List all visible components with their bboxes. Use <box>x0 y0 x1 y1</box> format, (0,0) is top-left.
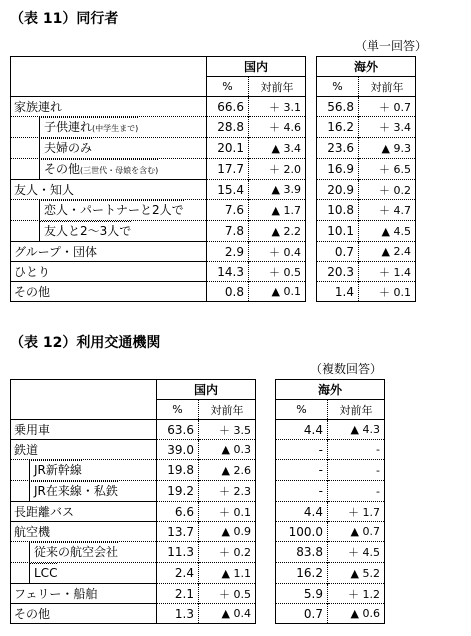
column-gap <box>256 460 276 481</box>
table12 <box>10 379 385 624</box>
cell-oy: ＋ 1.2 <box>328 584 385 604</box>
row-label <box>11 138 207 159</box>
cell-d: 13.7 <box>157 522 199 542</box>
table11-overseas-pct-header: % <box>317 77 359 97</box>
row-label <box>11 221 207 242</box>
row-label <box>11 481 157 502</box>
row-label <box>11 200 207 221</box>
row-label-text: その他 <box>44 162 81 176</box>
cell-dy: ＋ 0.1 <box>199 502 256 522</box>
row-label <box>11 117 207 138</box>
cell-d: 2.1 <box>157 584 199 604</box>
table-row <box>11 460 385 481</box>
row-label <box>11 159 207 180</box>
cell-oy: - <box>328 460 385 481</box>
cell-o: 23.6 <box>317 138 359 159</box>
cell-oy: ▲ 9.3 <box>359 138 416 159</box>
row-label <box>11 502 157 522</box>
cell-dy: ＋ 4.6 <box>249 117 306 138</box>
row-label-text: 恋人・パートナーと2人で <box>44 203 184 217</box>
row-label <box>11 242 207 262</box>
cell-d: 19.2 <box>157 481 199 502</box>
column-gap <box>306 159 317 180</box>
cell-o: 16.2 <box>276 563 328 584</box>
column-gap <box>256 563 276 584</box>
cell-o: 0.7 <box>317 242 359 262</box>
table11-overseas-yoy-header: 対前年 <box>359 77 416 97</box>
cell-oy: ＋ 3.4 <box>359 117 416 138</box>
table12-answer-type: （複数回答） <box>310 362 383 376</box>
row-label <box>11 584 157 604</box>
table12-title: （表 12）利用交通機関 <box>10 335 161 351</box>
table11-domestic-pct-header: % <box>207 77 249 97</box>
row-label <box>11 522 157 542</box>
cell-oy: - <box>328 481 385 502</box>
row-label-text: 航空機 <box>14 525 51 539</box>
cell-o: 16.2 <box>317 117 359 138</box>
table11-title: （表 11）同行者 <box>10 11 119 27</box>
cell-d: 2.9 <box>207 242 249 262</box>
cell-oy: ▲ 2.4 <box>359 242 416 262</box>
cell-oy: ▲ 5.2 <box>328 563 385 584</box>
table-row <box>11 200 416 221</box>
cell-dy: ＋ 0.2 <box>199 542 256 563</box>
table-row <box>11 584 385 604</box>
cell-d: 7.6 <box>207 200 249 221</box>
row-label <box>11 282 207 302</box>
cell-dy: ＋ 2.3 <box>199 481 256 502</box>
cell-dy: ▲ 2.6 <box>199 460 256 481</box>
cell-oy: ＋ 6.5 <box>359 159 416 180</box>
table-row <box>11 242 416 262</box>
cell-oy: ＋ 4.5 <box>328 542 385 563</box>
column-gap <box>256 604 276 624</box>
cell-d: 63.6 <box>157 420 199 440</box>
row-label-text: グループ・団体 <box>14 245 98 259</box>
cell-oy: ＋ 0.1 <box>359 282 416 302</box>
table-row <box>11 117 416 138</box>
cell-o: 83.8 <box>276 542 328 563</box>
row-label <box>11 97 207 117</box>
cell-o: 4.4 <box>276 420 328 440</box>
cell-oy: ▲ 4.5 <box>359 221 416 242</box>
row-label-text: 子供連れ <box>44 120 93 134</box>
row-label-text: フェリー・船舶 <box>14 587 98 601</box>
column-gap <box>256 502 276 522</box>
row-label-text: その他 <box>14 607 51 621</box>
cell-d: 66.6 <box>207 97 249 117</box>
cell-dy: ▲ 3.9 <box>249 180 306 200</box>
table-row <box>11 502 385 522</box>
row-label <box>11 262 207 282</box>
cell-dy: ▲ 1.7 <box>249 200 306 221</box>
row-label-text: JR在来線・私鉄 <box>34 484 118 498</box>
table11-domestic-header: 国内 <box>207 57 306 77</box>
table-row <box>11 604 385 624</box>
table11-answer-type: （単一回答） <box>355 39 428 53</box>
cell-o: 56.8 <box>317 97 359 117</box>
column-gap <box>256 542 276 563</box>
cell-oy: ▲ 4.3 <box>328 420 385 440</box>
table-row <box>11 159 416 180</box>
cell-d: 2.4 <box>157 563 199 584</box>
column-gap <box>256 420 276 440</box>
cell-oy: ＋ 1.4 <box>359 262 416 282</box>
row-label-note: (中学生まで) <box>92 124 139 133</box>
table-row <box>11 221 416 242</box>
cell-o: 16.9 <box>317 159 359 180</box>
cell-o: 20.9 <box>317 180 359 200</box>
cell-o: 10.1 <box>317 221 359 242</box>
column-gap <box>306 221 317 242</box>
row-label <box>11 604 157 624</box>
cell-dy: ▲ 0.1 <box>249 282 306 302</box>
table12-domestic-pct-header: % <box>157 400 199 420</box>
cell-dy: ▲ 2.2 <box>249 221 306 242</box>
row-label <box>11 440 157 460</box>
row-label <box>11 563 157 584</box>
row-label <box>11 180 207 200</box>
cell-d: 20.1 <box>207 138 249 159</box>
cell-o: - <box>276 440 328 460</box>
cell-oy: ＋ 0.2 <box>359 180 416 200</box>
row-label-text: JR新幹線 <box>34 463 82 477</box>
row-label-text: 乗用車 <box>14 423 51 437</box>
row-label-text: 家族連れ <box>14 100 63 114</box>
table-row <box>11 542 385 563</box>
cell-dy: ＋ 3.1 <box>249 97 306 117</box>
row-label-text: 友人・知人 <box>14 183 75 197</box>
table12-corner <box>11 380 157 420</box>
table12-domestic-yoy-header: 対前年 <box>199 400 256 420</box>
table-row <box>11 262 416 282</box>
cell-dy: ▲ 1.1 <box>199 563 256 584</box>
table-row <box>11 420 385 440</box>
cell-dy: ＋ 0.4 <box>249 242 306 262</box>
row-label-note: (三世代・母娘を含む) <box>80 166 159 175</box>
table-row <box>11 138 416 159</box>
table-row <box>11 180 416 200</box>
cell-o: 4.4 <box>276 502 328 522</box>
row-label-text: その他 <box>14 285 51 299</box>
table-row <box>11 563 385 584</box>
row-label-text: 従来の航空会社 <box>34 545 119 559</box>
cell-oy: ▲ 0.7 <box>328 522 385 542</box>
table-row <box>11 481 385 502</box>
cell-o: 100.0 <box>276 522 328 542</box>
table12-overseas-yoy-header: 対前年 <box>328 400 385 420</box>
column-gap <box>306 242 317 262</box>
column-gap <box>306 200 317 221</box>
column-gap <box>256 481 276 502</box>
cell-d: 7.8 <box>207 221 249 242</box>
column-gap <box>306 97 317 117</box>
row-label <box>11 460 157 481</box>
cell-dy: ▲ 0.3 <box>199 440 256 460</box>
cell-o: 0.7 <box>276 604 328 624</box>
cell-d: 14.3 <box>207 262 249 282</box>
cell-o: - <box>276 481 328 502</box>
row-label-text: 夫婦のみ <box>44 141 93 155</box>
cell-d: 19.8 <box>157 460 199 481</box>
cell-o: 1.4 <box>317 282 359 302</box>
table-row <box>11 440 385 460</box>
table-row <box>11 282 416 302</box>
cell-oy: ▲ 0.6 <box>328 604 385 624</box>
cell-d: 0.8 <box>207 282 249 302</box>
cell-o: 20.3 <box>317 262 359 282</box>
column-gap <box>306 117 317 138</box>
column-gap <box>306 138 317 159</box>
table12-overseas-pct-header: % <box>276 400 328 420</box>
cell-dy: ▲ 0.9 <box>199 522 256 542</box>
table11-domestic-yoy-header: 対前年 <box>249 77 306 97</box>
cell-d: 1.3 <box>157 604 199 624</box>
row-label-text: 鉄道 <box>14 443 39 457</box>
row-label <box>11 420 157 440</box>
row-label-text: ひとり <box>14 265 51 279</box>
cell-oy: ＋ 1.7 <box>328 502 385 522</box>
cell-oy: ＋ 0.7 <box>359 97 416 117</box>
cell-d: 15.4 <box>207 180 249 200</box>
cell-dy: ＋ 2.0 <box>249 159 306 180</box>
table-row <box>11 97 416 117</box>
cell-d: 28.8 <box>207 117 249 138</box>
table-row <box>11 522 385 542</box>
cell-dy: ＋ 3.5 <box>199 420 256 440</box>
cell-dy: ＋ 0.5 <box>249 262 306 282</box>
row-label-text: 長距離バス <box>14 505 75 519</box>
cell-oy: - <box>328 440 385 460</box>
cell-d: 17.7 <box>207 159 249 180</box>
cell-dy: ▲ 0.4 <box>199 604 256 624</box>
cell-d: 39.0 <box>157 440 199 460</box>
table11-overseas-header: 海外 <box>317 57 416 77</box>
cell-d: 11.3 <box>157 542 199 563</box>
cell-o: 5.9 <box>276 584 328 604</box>
cell-dy: ▲ 3.4 <box>249 138 306 159</box>
table11-corner <box>11 57 207 97</box>
cell-oy: ＋ 4.7 <box>359 200 416 221</box>
table11 <box>10 56 416 302</box>
column-gap <box>256 584 276 604</box>
cell-o: - <box>276 460 328 481</box>
column-gap <box>256 522 276 542</box>
column-gap <box>306 282 317 302</box>
column-gap <box>306 262 317 282</box>
cell-d: 6.6 <box>157 502 199 522</box>
row-label <box>11 542 157 563</box>
row-label-text: LCC <box>34 566 58 580</box>
row-label-text: 友人と2～3人で <box>44 224 132 238</box>
column-gap <box>306 180 317 200</box>
column-gap <box>256 440 276 460</box>
cell-dy: ＋ 0.5 <box>199 584 256 604</box>
cell-o: 10.8 <box>317 200 359 221</box>
table12-overseas-header: 海外 <box>276 380 385 400</box>
table12-domestic-header: 国内 <box>157 380 256 400</box>
